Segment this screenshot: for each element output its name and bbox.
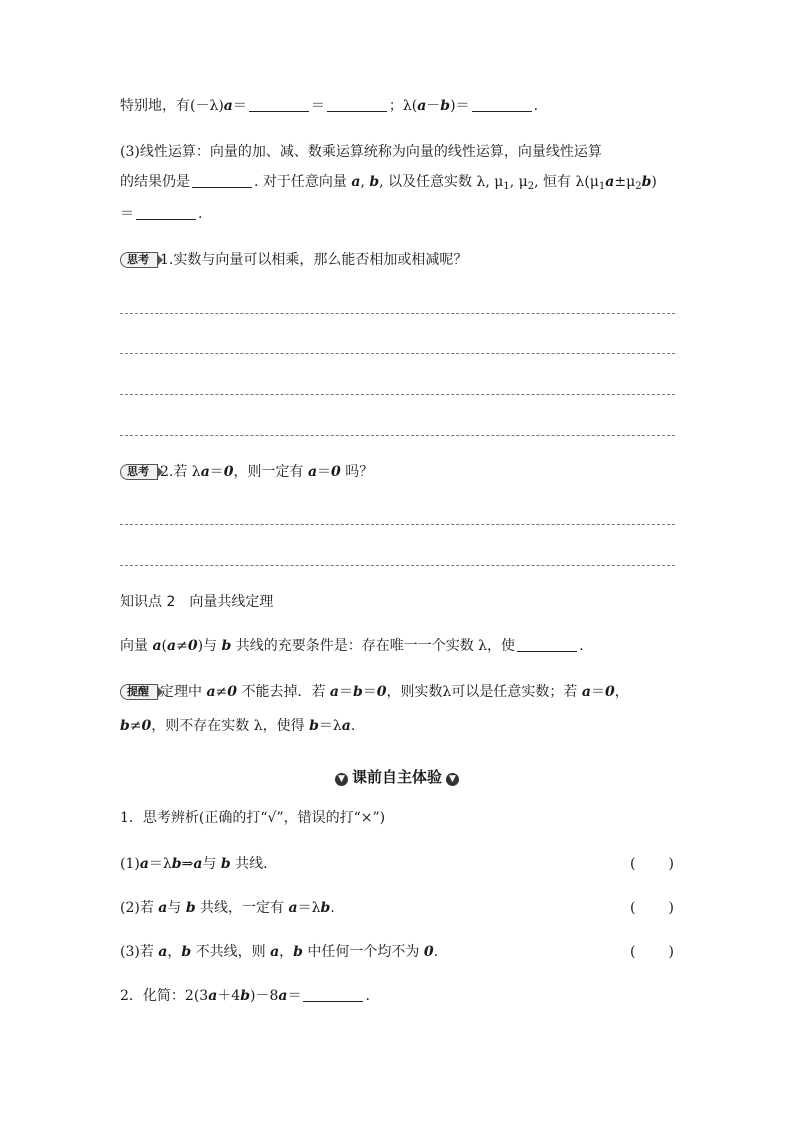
vector-a: a (417, 98, 427, 114)
tip-line-1 (120, 682, 629, 702)
vector-b: b (220, 856, 231, 872)
text: 不共线，则 (191, 944, 271, 960)
text: ＝ (232, 98, 247, 114)
text: ，则实数λ可以是任意实数；若 (386, 684, 582, 700)
zero-vector: 0 (141, 718, 152, 734)
bracket-left: ( (630, 944, 636, 960)
collinear-theorem (120, 636, 584, 656)
answer-blank[interactable] (517, 637, 577, 652)
vector-a: a (158, 900, 168, 916)
text: ＝ (310, 98, 325, 114)
text: 不能去掉．若 (237, 684, 330, 700)
text: . (579, 638, 584, 654)
subscript: 1 (598, 181, 606, 192)
text: )＝ (450, 98, 470, 114)
answer-blank[interactable] (472, 97, 532, 112)
subscript: 2 (635, 181, 642, 192)
text: ＝ (287, 988, 302, 1004)
answer-blank[interactable] (327, 97, 387, 112)
text: 与 (202, 856, 221, 872)
vector-b: b (221, 638, 232, 654)
text: . (433, 944, 439, 960)
subscript: 1 (503, 181, 510, 192)
answer-blank[interactable] (192, 173, 252, 188)
text: 的结果仍是 (120, 174, 190, 190)
vector-a: a (206, 684, 216, 700)
text: ≠ (215, 684, 228, 700)
down-arrow-circle-icon: ▼ (446, 773, 459, 786)
text: 2．化简：2(3 (120, 988, 209, 1004)
tip-tag: 提醒 (120, 684, 158, 700)
text: . (198, 206, 203, 222)
vector-b: b (120, 718, 130, 734)
exercise-1-prompt: 1．思考辨析(正确的打“√”，错误的打“×”) (120, 810, 386, 826)
text: ＝ (590, 684, 605, 700)
text: ( (161, 638, 167, 654)
vector-b: b (293, 944, 303, 960)
zero-vector: 0 (604, 684, 615, 700)
text: － (426, 98, 441, 114)
vector-a: a (307, 464, 318, 480)
tip-line-2 (120, 716, 355, 736)
section-title: 课前自主体验 (351, 768, 442, 786)
vector-a: a (351, 174, 361, 190)
text: (1) (120, 856, 140, 872)
exercise-1-item-2 (120, 898, 335, 918)
text: ＝ (362, 684, 377, 700)
text: . (330, 900, 335, 916)
answer-blank[interactable] (136, 205, 196, 220)
text: ＝ (317, 464, 332, 480)
vector-a: a (158, 944, 168, 960)
text: ＝λ (297, 900, 321, 916)
answer-line[interactable] (120, 435, 675, 436)
vector-b: b (320, 900, 331, 916)
zero-vector: 0 (331, 464, 341, 480)
subscript: 2 (527, 181, 535, 192)
vector-a: a (270, 944, 280, 960)
think-question-2 (120, 462, 373, 482)
text: 向量 (120, 638, 153, 654)
text: ＝ (120, 206, 134, 222)
vector-a: a (139, 856, 149, 872)
vector-a: a (581, 684, 591, 700)
text: (3)若 (120, 944, 159, 960)
vector-b: b (181, 944, 192, 960)
zero-vector: 0 (223, 464, 234, 480)
vector-b: b (440, 98, 451, 114)
text: 共线. (230, 856, 268, 872)
text: . (365, 988, 370, 1004)
bracket-right: ) (668, 944, 674, 960)
text: ) (651, 174, 657, 190)
text: ＋4 (217, 988, 241, 1004)
answer-line[interactable] (120, 313, 675, 314)
answer-blank[interactable] (303, 987, 363, 1002)
text: . 对于任意向量 (254, 174, 352, 190)
zero-vector: 0 (423, 944, 434, 960)
answer-line[interactable] (120, 394, 675, 395)
answer-line[interactable] (120, 565, 675, 566)
section-heading (0, 766, 794, 787)
vector-b: b (185, 900, 196, 916)
bracket-left: ( (630, 900, 636, 916)
vector-a: a (288, 900, 298, 916)
bracket-right: ) (668, 856, 674, 872)
text: ＝λ (148, 856, 172, 872)
answer-line[interactable] (120, 353, 675, 354)
text: ⇒ (181, 856, 194, 872)
exercise-1-item-1 (120, 854, 268, 874)
text: 特别地，有(－λ) (120, 98, 224, 114)
vector-b: b (240, 988, 250, 1004)
vector-b: b (171, 856, 182, 872)
exercise-1-item-3 (120, 942, 438, 962)
vector-b: b (353, 684, 363, 700)
vector-b: b (641, 174, 652, 190)
text: . (350, 718, 356, 734)
bracket-left: ( (630, 856, 636, 872)
text: 2.若 λ (160, 464, 201, 480)
text: ，则一定有 (233, 464, 308, 480)
text: (2)若 (120, 900, 159, 916)
linear-operation-line-1: (3)线性运算：向量的加、减、数乘运算统称为向量的线性运算，向量线性运算 (120, 144, 602, 160)
exercise-2 (120, 986, 370, 1006)
text: ， (167, 944, 182, 960)
zero-vector: 0 (187, 638, 198, 654)
text: . (533, 98, 539, 114)
linear-operation-line-2 (120, 172, 657, 197)
think-tag: 思考 (120, 252, 158, 268)
text: 中任何一个均不为 (302, 944, 424, 960)
vector-a: a (200, 464, 210, 480)
text: , 恒有 λ(μ (534, 174, 599, 190)
text: , (360, 174, 370, 190)
zero-vector: 0 (376, 684, 387, 700)
zero-vector: 0 (227, 684, 238, 700)
text: ，则不存在实数 λ，使得 (151, 718, 310, 734)
vector-a: a (605, 174, 615, 190)
text: 与 (167, 900, 186, 916)
text: ， (279, 944, 294, 960)
vector-a: a (208, 988, 218, 1004)
vector-b: b (309, 718, 319, 734)
text: )与 (197, 638, 222, 654)
text: ±μ (614, 174, 636, 190)
vector-a: a (152, 638, 162, 654)
vector-a: a (329, 684, 339, 700)
answer-line[interactable] (120, 524, 675, 525)
text: 共线的充要条件是：存在唯一一个实数 λ，使 (231, 638, 516, 654)
vector-a: a (193, 856, 203, 872)
down-arrow-circle-icon: ▼ (335, 773, 348, 786)
bracket-right: ) (668, 900, 674, 916)
text: ≠ (129, 718, 142, 734)
text: ， (614, 684, 629, 700)
answer-blank[interactable] (249, 97, 309, 112)
text: ＝ (209, 464, 224, 480)
text: , 以及任意实数 λ, μ (379, 174, 504, 190)
vector-a: a (278, 988, 288, 1004)
text: 吗？ (340, 464, 374, 480)
text: ＝λ (318, 718, 342, 734)
vector-a: a (167, 638, 177, 654)
think-question-1 (120, 250, 467, 270)
vector-a: a (223, 98, 233, 114)
question-text: 1.实数与向量可以相乘，那么能否相加或相减呢？ (160, 252, 468, 268)
text: )－8 (249, 988, 279, 1004)
vector-b: b (369, 174, 380, 190)
think-tag: 思考 (120, 464, 158, 480)
special-case-line (120, 96, 538, 116)
text: ＝ (339, 684, 353, 700)
knowledge-point-heading: 知识点 2 向量共线定理 (120, 594, 274, 610)
text: 共线，一定有 (195, 900, 289, 916)
linear-operation-line-3 (120, 204, 202, 224)
text: ；λ( (388, 98, 418, 114)
vector-a: a (341, 718, 351, 734)
text: ≠ (176, 638, 188, 654)
text: 定理中 (160, 684, 207, 700)
text: , μ (509, 174, 528, 190)
